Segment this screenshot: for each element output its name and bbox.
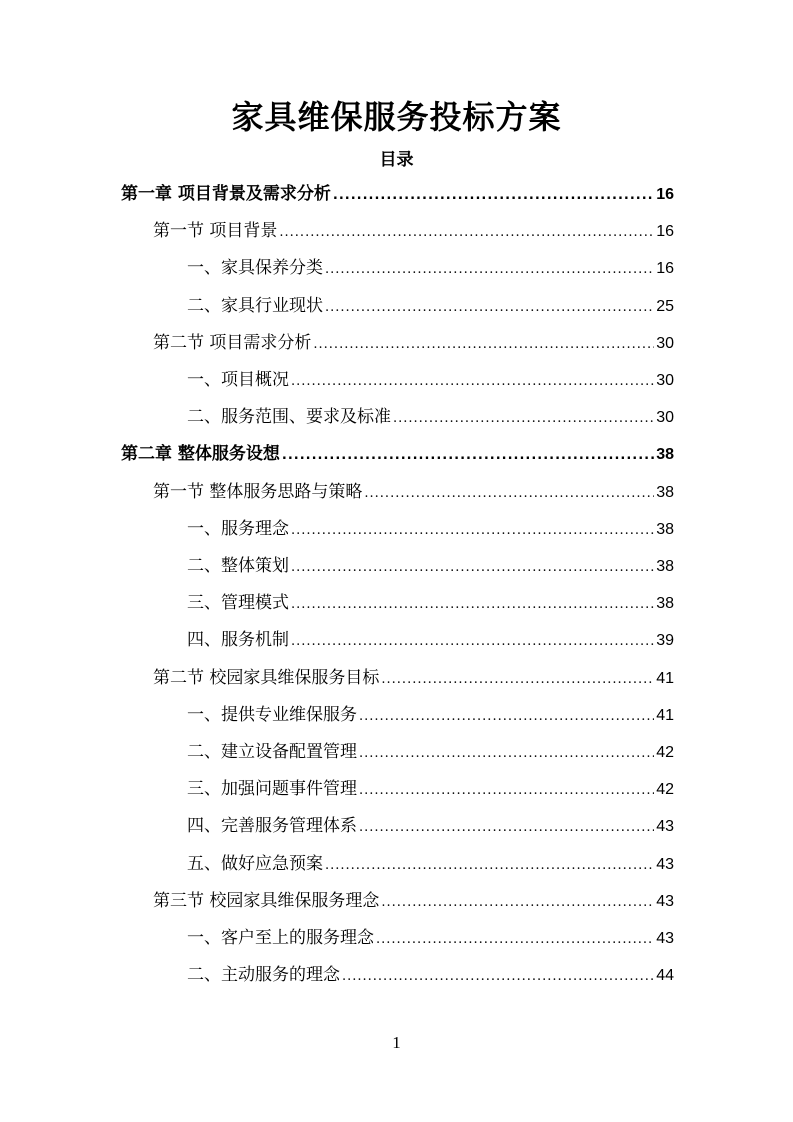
toc-leader-dots — [282, 448, 654, 463]
toc-entry-label: 二、家具行业现状 — [187, 295, 323, 316]
toc-leader-dots — [291, 523, 654, 538]
toc-entry-label: 二、服务范围、要求及标准 — [187, 407, 391, 428]
toc-entry-label: 第二节 校园家具维保服务目标 — [153, 667, 380, 688]
toc-entry-page: 43 — [656, 818, 674, 836]
toc-leader-dots — [381, 672, 654, 687]
toc-entry[interactable] — [187, 253, 674, 279]
toc-entry[interactable] — [153, 216, 674, 242]
toc-entry[interactable] — [187, 291, 674, 317]
toc-entry-page: 30 — [656, 372, 674, 389]
toc-entry[interactable] — [187, 514, 674, 540]
toc-entry-page: 41 — [656, 669, 674, 687]
toc-entry[interactable] — [187, 960, 674, 986]
toc-leader-dots — [333, 188, 654, 203]
toc-leader-dots — [376, 932, 654, 947]
toc-entry-page: 38 — [656, 446, 674, 464]
toc-leader-dots — [291, 560, 654, 575]
toc-entry-page: 16 — [656, 186, 674, 203]
toc-entry[interactable] — [187, 365, 674, 391]
toc-entry-label: 四、服务机制 — [187, 630, 289, 651]
toc-entry-label: 三、管理模式 — [187, 593, 289, 614]
toc-entry-label: 第一章 项目背景及需求分析 — [121, 184, 331, 204]
toc-entry-page: 30 — [656, 409, 674, 427]
toc-entry-label: 一、客户至上的服务理念 — [187, 928, 374, 948]
toc-leader-dots — [342, 969, 654, 984]
toc-leader-dots — [291, 634, 654, 649]
toc-entry-page: 38 — [656, 595, 674, 613]
toc-entry[interactable] — [153, 328, 674, 354]
toc-entry-page: 25 — [656, 297, 674, 315]
toc-entry[interactable] — [187, 551, 674, 577]
toc-entry-label: 一、服务理念 — [187, 518, 289, 539]
toc-entry[interactable] — [153, 663, 674, 689]
toc-entry-label: 二、整体策划 — [187, 556, 289, 576]
toc-entry-page: 43 — [656, 892, 674, 910]
toc-entry[interactable] — [187, 588, 674, 614]
toc-entry-page: 16 — [656, 223, 674, 241]
toc-leader-dots — [359, 820, 654, 835]
toc-entry[interactable] — [187, 849, 674, 875]
toc-entry-page: 42 — [656, 744, 674, 761]
toc-entry-page: 38 — [656, 483, 674, 501]
toc-entry-page: 41 — [656, 706, 674, 724]
toc-entry[interactable] — [121, 439, 674, 465]
toc-entry[interactable] — [187, 811, 674, 837]
toc-entry-label: 一、提供专业维保服务 — [187, 704, 357, 725]
toc-entry[interactable] — [187, 737, 674, 763]
toc-entry-page: 38 — [656, 558, 674, 575]
toc-leader-dots — [359, 709, 654, 724]
toc-entry[interactable] — [153, 477, 674, 503]
toc-entry-page: 44 — [656, 967, 674, 985]
toc-leader-dots — [291, 374, 654, 389]
toc-leader-dots — [359, 746, 654, 761]
toc-entry-label: 五、做好应急预案 — [187, 853, 323, 874]
page-number: 1 — [392, 1033, 401, 1052]
toc-entry-page: 43 — [656, 855, 674, 873]
toc-entry[interactable] — [187, 774, 674, 800]
document-title: 家具维保服务投标方案 — [231, 98, 562, 136]
toc-entry-page: 42 — [656, 781, 674, 799]
toc-leader-dots — [313, 337, 654, 352]
toc-entry[interactable] — [187, 625, 674, 651]
toc-entry[interactable] — [187, 923, 674, 949]
toc-entry-label: 一、项目概况 — [187, 370, 289, 390]
toc-entry-label: 第二章 整体服务设想 — [121, 444, 280, 465]
toc-entry-page: 30 — [656, 334, 674, 352]
toc-entry-label: 一、家具保养分类 — [187, 258, 323, 279]
toc-entry-page: 38 — [656, 520, 674, 538]
toc-entry-label: 二、建立设备配置管理 — [187, 742, 357, 762]
toc-leader-dots — [325, 858, 654, 873]
toc-entry[interactable] — [153, 886, 674, 912]
toc-entry-label: 第三节 校园家具维保服务理念 — [153, 890, 380, 911]
toc-leader-dots — [393, 411, 654, 426]
toc-entry[interactable] — [187, 402, 674, 428]
toc-entry-label: 第一节 整体服务思路与策略 — [153, 481, 363, 502]
toc-heading: 目录 — [379, 150, 414, 170]
toc-leader-dots — [279, 225, 654, 240]
toc-leader-dots — [325, 262, 654, 277]
toc-entry[interactable] — [187, 700, 674, 726]
toc-entry-label: 四、完善服务管理体系 — [187, 816, 357, 837]
toc-entry-label: 第二节 项目需求分析 — [153, 332, 312, 353]
toc-leader-dots — [291, 597, 654, 612]
toc-entry-page: 43 — [656, 930, 674, 947]
toc-entry-label: 三、加强问题事件管理 — [187, 779, 357, 800]
toc-entry-label: 第一节 项目背景 — [153, 221, 278, 242]
toc-entry-page: 39 — [656, 632, 674, 650]
toc-leader-dots — [359, 783, 654, 798]
toc-leader-dots — [325, 300, 654, 315]
toc-entry-page: 16 — [656, 260, 674, 278]
toc-entry[interactable] — [121, 179, 674, 205]
toc-entry-label: 二、主动服务的理念 — [187, 965, 340, 986]
toc-leader-dots — [364, 486, 654, 501]
toc-leader-dots — [381, 895, 654, 910]
